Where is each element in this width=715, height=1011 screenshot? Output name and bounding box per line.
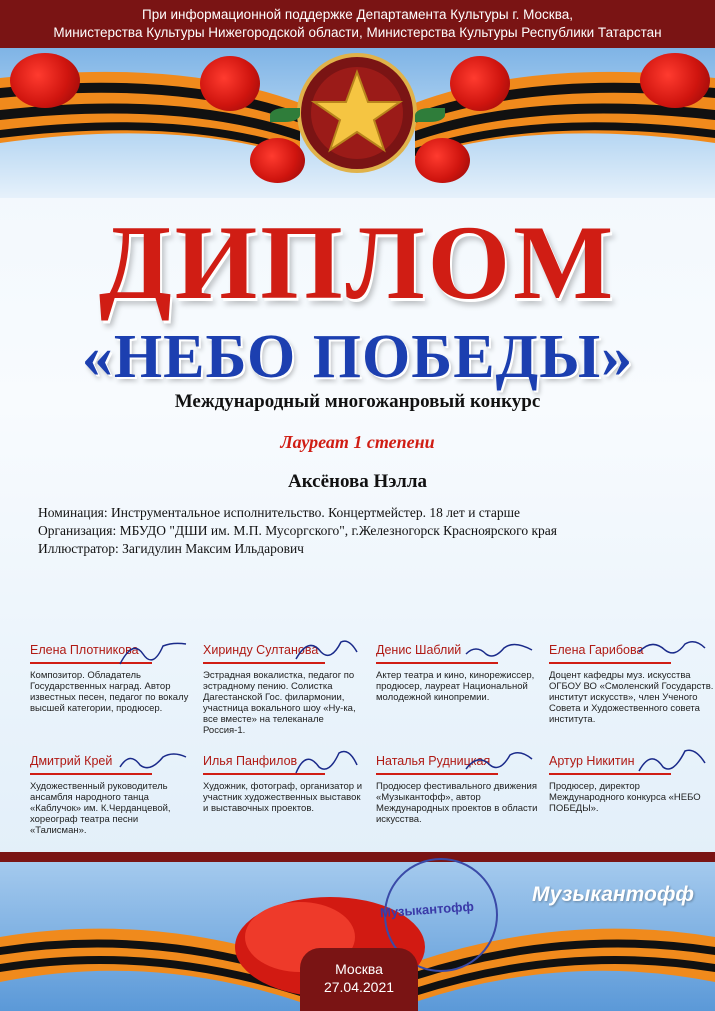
jury-member: [30, 753, 195, 836]
jury-member: [30, 642, 195, 714]
award-details: [38, 504, 698, 558]
leaf-icon: [270, 108, 300, 122]
recipient-name: Аксёнова Нэлла: [287, 471, 427, 492]
footer-date: 27.04.2021: [323, 979, 395, 995]
support-header: [0, 0, 715, 48]
contest-name: «НЕБО ПОБЕДЫ»: [81, 323, 634, 391]
support-line-2: Министерства Культуры Нижегородской области, Министерства Культуры Республики Татарстан: [53, 25, 662, 40]
carnation-icon: [10, 53, 80, 108]
jury-member: [549, 753, 714, 814]
footer-badge: [300, 948, 418, 1011]
signature-icon: [291, 745, 361, 779]
nomination-line: Номинация: Инструментальное исполнительство. Концертмейстер. 18 лет и старше: [38, 505, 520, 520]
jury-name: Наталья Рудницкая: [376, 754, 491, 768]
jury-name: Артур Никитин: [549, 754, 635, 768]
signature-icon: [637, 634, 707, 668]
jury-desc: Продюсер, директор Международного конкурса «НЕБО ПОБЕДЫ».: [549, 781, 701, 814]
jury-desc: Эстрадная вокалистка, педагог по эстрадному пению. Солистка Дагестанской Гос. филармонии, участница вокального шоу «Ну-ка, все вместе» на телеканале Россия-1.: [203, 670, 356, 736]
jury-desc: Доцент кафедры муз. искусства ОГБОУ ВО «Смоленский Государств. институт искусств», член Ученого Совета и Художественного совета института.: [549, 670, 714, 725]
jury-member: [376, 753, 541, 825]
signature-icon: [464, 634, 534, 668]
carnation-icon: [415, 138, 470, 183]
jury-desc: Композитор. Обладатель Государственных наград. Автор известных песен, педагог по вокалу высшей категории, продюсер.: [30, 670, 189, 714]
jury-name: Илья Панфилов: [203, 754, 298, 768]
jury-desc: Художественный руководитель ансамбля народного танца «Каблучок» им. К.Черданцевой, хореограф театра песни «Талисман».: [30, 781, 171, 836]
jury-name: Денис Шаблий: [376, 643, 462, 657]
carnation-icon: [450, 56, 510, 111]
jury-name: Хиринду Султанова: [203, 643, 319, 657]
jury-member: [376, 642, 541, 703]
st-george-ribbon-top: [0, 48, 715, 198]
stamp-label: Музыкантофф: [379, 898, 475, 921]
organization-line: Организация: МБУДО "ДШИ им. М.П. Мусоргского", г.Железногорск Красноярского края: [38, 523, 558, 538]
jury-member: [549, 642, 714, 725]
bottom-strip: [0, 852, 715, 862]
carnation-icon: [200, 56, 260, 111]
jury-desc: Продюсер фестивального движения «Музыкантофф», автор Международных проектов в области искусства.: [376, 781, 538, 825]
jury-member: [203, 753, 368, 814]
jury-section: [0, 635, 715, 850]
carnation-icon: [250, 138, 305, 183]
signature-icon: [118, 634, 188, 668]
jury-name: Елена Гарибова: [549, 643, 644, 657]
signature-icon: [464, 745, 534, 779]
award-level: Лауреат 1 степени: [280, 432, 435, 452]
signature-icon: [118, 745, 188, 779]
illustrator-line: Иллюстратор: Загидулин Максим Ильдарович: [38, 541, 304, 556]
jury-desc: Актер театра и кино, кинорежиссер, продюсер, лауреат Национальной молодежной кинопремии.: [376, 670, 535, 703]
jury-name: Дмитрий Крей: [30, 754, 113, 768]
jury-member: [203, 642, 368, 736]
signature-icon: [637, 745, 707, 779]
support-line-1: При информационной поддержке Департамента Культуры г. Москва,: [142, 7, 573, 22]
jury-desc: Художник, фотограф, организатор и участник художественных выставок и выставочных проектов.: [203, 781, 363, 814]
top-decoration: [0, 48, 715, 198]
signature-icon: [291, 634, 361, 668]
footer-city: Москва: [335, 961, 383, 977]
carnation-icon: [640, 53, 710, 108]
leaf-icon: [415, 108, 445, 122]
jury-name: Елена Плотникова: [30, 643, 139, 657]
brand-logo: Музыкантофф: [532, 883, 694, 906]
contest-type: Международный многожанровый конкурс: [174, 391, 541, 412]
diploma-title: ДИПЛОМ: [98, 204, 617, 321]
